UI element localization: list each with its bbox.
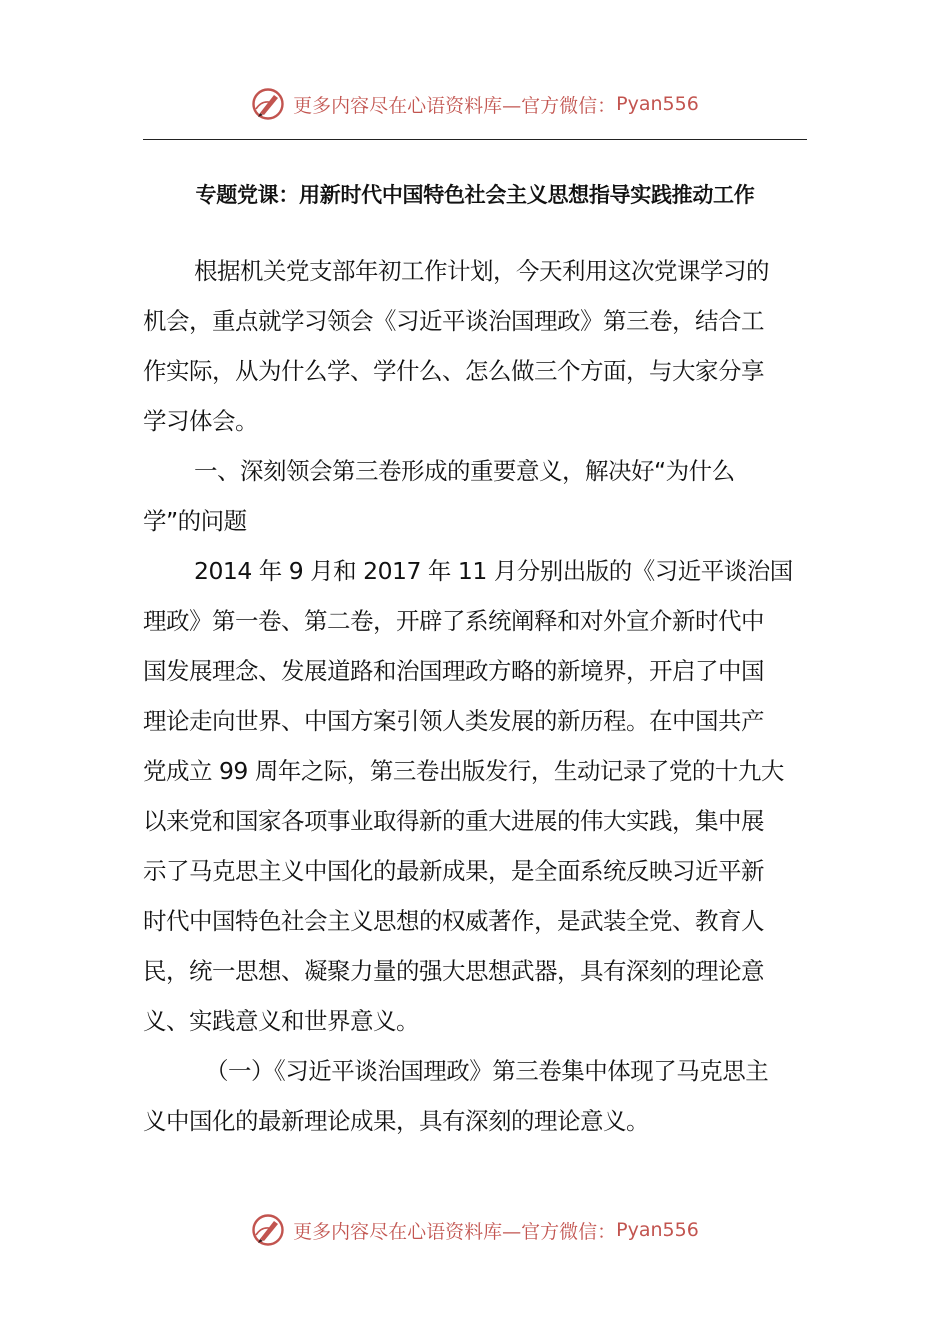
body-line: 义、实践意义和世界意义。 — [143, 1007, 419, 1035]
pen-logo-icon — [251, 87, 285, 121]
body-line: 学习体会。 — [143, 407, 258, 435]
body-line: 机会，重点就学习领会《习近平谈治国理政》第三卷，结合工 — [143, 307, 764, 335]
watermark-text: 更多内容尽在心语资料库—官方微信： — [293, 1220, 617, 1243]
document-title: 专题党课：用新时代中国特色社会主义思想指导实践推动工作 — [195, 183, 755, 207]
body-line: 理论走向世界、中国方案引领人类发展的新历程。在中国共产 — [143, 707, 764, 735]
header-divider — [143, 139, 807, 140]
body-line: 民，统一思想、凝聚力量的强大思想武器，具有深刻的理论意 — [143, 957, 764, 985]
watermark-text: 更多内容尽在心语资料库—官方微信： — [293, 94, 617, 117]
body-line: 2014 年 9 月和 2017 年 11 月分别出版的《习近平谈治国 — [194, 557, 793, 585]
body-line: 作实际，从为什么学、学什么、怎么做三个方面，与大家分享 — [143, 357, 764, 385]
wechat-id: Pyan556 — [616, 1219, 699, 1241]
document-body — [143, 246, 807, 1146]
body-line: 党成立 99 周年之际，第三卷出版发行，生动记录了党的十九大 — [143, 757, 784, 785]
subsection-heading-line: （一）《习近平谈治国理政》第三卷集中体现了马克思主 — [205, 1057, 769, 1085]
body-line: 示了马克思主义中国化的最新成果，是全面系统反映习近平新 — [143, 857, 764, 885]
footer-watermark — [0, 1208, 950, 1252]
body-line: 根据机关党支部年初工作计划，今天利用这次党课学习的 — [194, 257, 769, 285]
body-line: 国发展理念、发展道路和治国理政方略的新境界，开启了中国 — [143, 657, 764, 685]
pen-logo-icon — [251, 1213, 285, 1247]
header-watermark — [0, 82, 950, 126]
wechat-id: Pyan556 — [616, 93, 699, 115]
section-heading-line: 一、深刻领会第三卷形成的重要意义，解决好“为什么 — [194, 457, 735, 485]
body-line: 以来党和国家各项事业取得新的重大进展的伟大实践，集中展 — [143, 807, 764, 835]
section-heading-line: 学”的问题 — [143, 507, 247, 535]
body-line: 理政》第一卷、第二卷，开辟了系统阐释和对外宣介新时代中 — [143, 607, 764, 635]
body-line: 时代中国特色社会主义思想的权威著作，是武装全党、教育人 — [143, 907, 764, 935]
subsection-heading-line: 义中国化的最新理论成果，具有深刻的理论意义。 — [143, 1107, 649, 1135]
